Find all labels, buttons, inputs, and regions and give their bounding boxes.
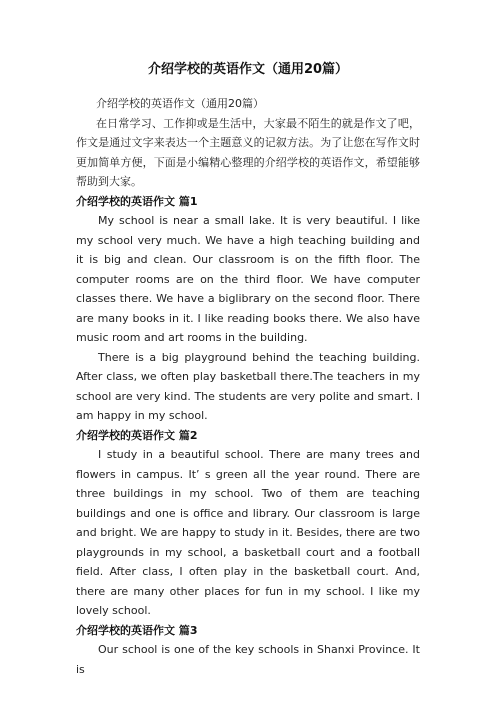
section-2-paragraph-1: I study in a beautiful school. There are many trees and flowers in campus. It’ s green all the year round. There are three buildings in my school. Two of them are teaching buildings and one is office and library. Our classroom is large and bright. We are happy to study in it. Besides, there are two playgrounds in my school, a basketball court and a football field. After class, I often play in the basketball court. And, there are many other places for fun in my school. I like my lovely school. [76,448,420,617]
intro-paragraph: 在日常学习、工作抑或是生活中，大家最不陌生的就是作文了吧，作文是通过文字来表达一个主题意义的记叙方法。为了让您在写作文时更加简单方便，下面是小编精心整理的介绍学校的英语作文，希望能够帮助到大家。 [76,116,420,188]
intro-heading: 介绍学校的英语作文（通用20篇） [96,97,264,110]
document-title: 介绍学校的英语作文（通用20篇） [147,62,349,77]
section-heading-3: 介绍学校的英语作文 篇3 [76,623,198,637]
section-heading-1: 介绍学校的英语作文 篇1 [76,194,198,208]
section-heading-2: 介绍学校的英语作文 篇2 [76,428,198,442]
section-3-paragraph-1: Our school is one of the key schools in Shanxi Province. It is [76,643,420,676]
section-1-paragraph-2: There is a big playground behind the teaching building. After class, we often play basketball there.The teachers in my school are very kind. The students are very polite and smart. I am happy in my school. [76,350,420,422]
section-1-paragraph-1: My school is near a small lake. It is very beautiful. I like my school very much. We have a high teaching building and it is big and clean. Our classroom is on the fifth floor. The computer rooms are on the third floor. We have computer classes there. We have a biglibrary on the second floor. There are many books in it. I like reading books there. We also have music room and art rooms in the building. [76,214,420,344]
